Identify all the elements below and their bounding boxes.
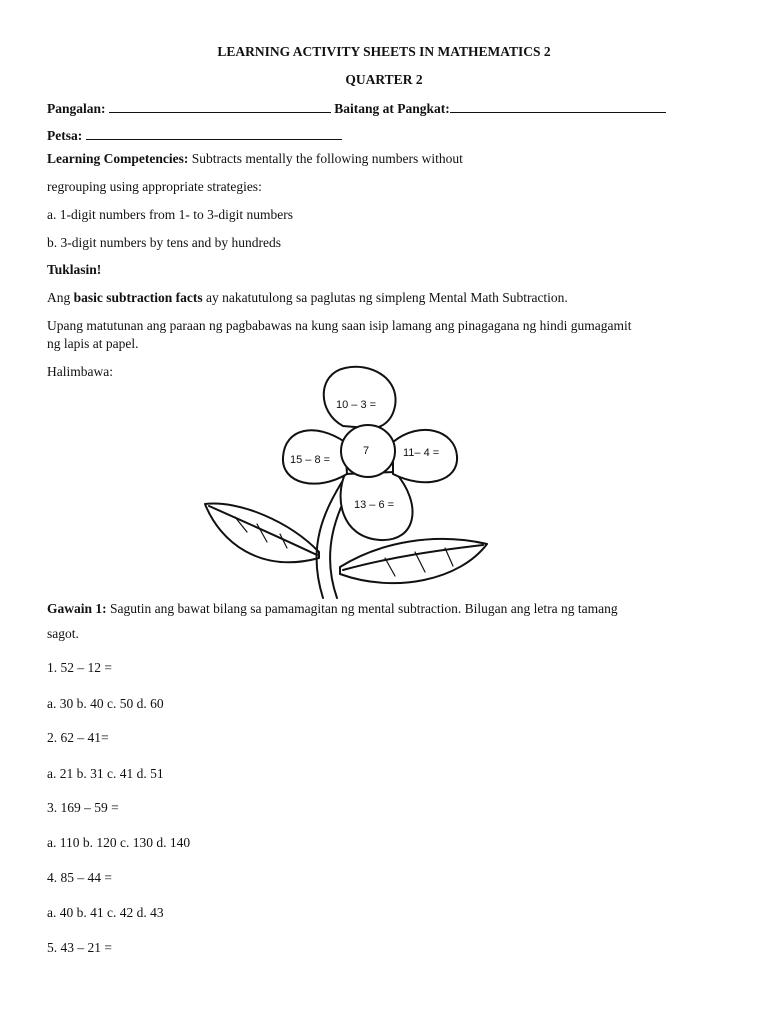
competencies-label: Learning Competencies:	[47, 151, 189, 166]
petal-bottom-equation: 13 – 6 =	[354, 499, 395, 511]
tuklasin-paragraph-1	[47, 290, 568, 306]
gawain-line-1	[47, 601, 618, 617]
competencies-text: Subtracts mentally the following numbers without	[191, 151, 463, 166]
flower-illustration	[195, 362, 495, 602]
p1-pre: Ang	[47, 290, 74, 305]
competency-item-b: b. 3-digit numbers by tens and by hundreds	[47, 235, 281, 250]
question-1: 1. 52 – 12 =	[47, 660, 112, 675]
tuklasin-paragraph-2-line-1: Upang matutunan ang paraan ng pagbabawas na kung saan isip lamang ang pinagagana ng hindi gumagamit	[47, 318, 632, 333]
flower-center-number: 7	[363, 445, 370, 457]
name-grade-row	[47, 100, 666, 117]
petal-right-equation: 11– 4 =	[403, 447, 440, 459]
date-label: Petsa:	[47, 128, 83, 143]
gawain-label: Gawain 1:	[47, 601, 107, 616]
tuklasin-heading: Tuklasin!	[47, 262, 102, 277]
competencies-line-2: regrouping using appropriate strategies:	[47, 179, 262, 194]
competencies-line-1	[47, 151, 463, 167]
petal-left-equation: 15 – 8 =	[290, 454, 331, 466]
choices-3[interactable]: a. 110 b. 120 c. 130 d. 140	[47, 835, 191, 850]
choices-4[interactable]: a. 40 b. 41 c. 42 d. 43	[47, 905, 164, 920]
grade-label: Baitang at Pangkat:	[334, 101, 450, 116]
worksheet-title: LEARNING ACTIVITY SHEETS IN MATHEMATICS 2	[217, 44, 551, 59]
date-blank[interactable]	[86, 127, 342, 140]
name-label: Pangalan:	[47, 101, 106, 116]
question-3: 3. 169 – 59 =	[47, 800, 119, 815]
example-label: Halimbawa:	[47, 364, 113, 379]
right-leaf-icon	[340, 539, 487, 583]
petal-top	[324, 367, 396, 429]
question-2: 2. 62 – 41=	[47, 730, 109, 745]
choices-2[interactable]: a. 21 b. 31 c. 41 d. 51	[47, 766, 164, 781]
quarter-heading: QUARTER 2	[345, 72, 423, 87]
gawain-line-2: sagot.	[47, 626, 79, 641]
grade-blank[interactable]	[450, 100, 666, 113]
question-4: 4. 85 – 44 =	[47, 870, 112, 885]
choices-1[interactable]: a. 30 b. 40 c. 50 d. 60	[47, 696, 164, 711]
date-row	[47, 127, 342, 144]
competency-item-a: a. 1-digit numbers from 1- to 3-digit numbers	[47, 207, 293, 222]
gawain-instruction: Sagutin ang bawat bilang sa pamamagitan ng mental subtraction. Bilugan ang letra ng tamang	[106, 601, 618, 616]
question-5: 5. 43 – 21 =	[47, 940, 112, 955]
tuklasin-paragraph-2-line-2: ng lapis at papel.	[47, 336, 139, 351]
petal-top-equation: 10 – 3 =	[336, 399, 377, 411]
p1-bold: basic subtraction facts	[73, 290, 203, 305]
name-blank[interactable]	[109, 100, 331, 113]
p1-post: ay nakatutulong sa paglutas ng simpleng Mental Math Subtraction.	[202, 290, 568, 305]
